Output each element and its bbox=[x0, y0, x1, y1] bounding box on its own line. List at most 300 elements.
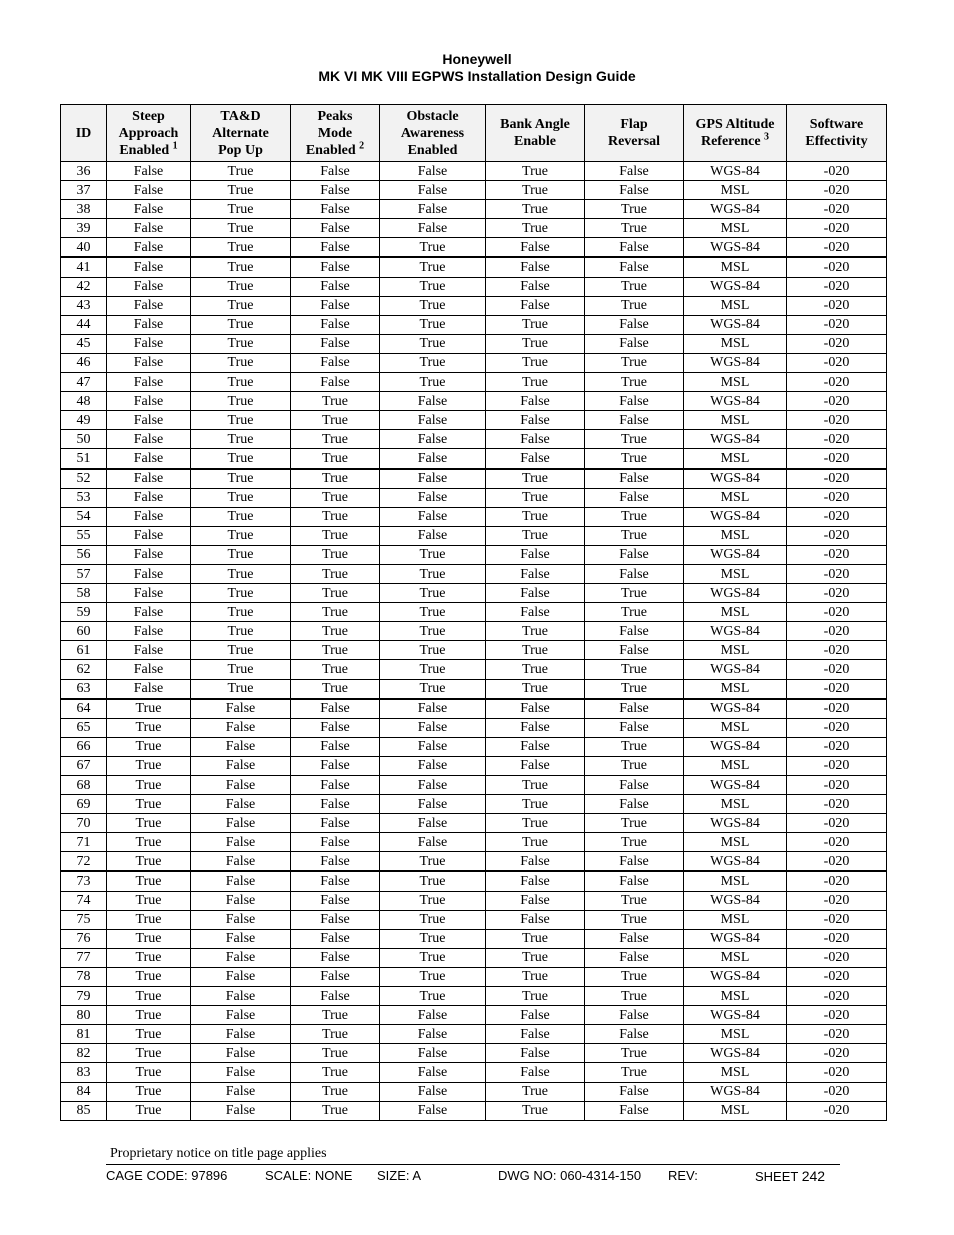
table-cell: True bbox=[585, 660, 684, 679]
table-cell: False bbox=[107, 200, 191, 219]
table-cell: True bbox=[380, 353, 486, 372]
table-cell: True bbox=[291, 622, 380, 641]
table-cell: True bbox=[191, 296, 291, 315]
table-cell: False bbox=[291, 699, 380, 719]
table-row bbox=[61, 373, 887, 392]
table-cell: False bbox=[191, 929, 291, 948]
table-cell: False bbox=[380, 162, 486, 181]
table-cell: False bbox=[107, 449, 191, 469]
table-cell: False bbox=[486, 545, 585, 564]
table-cell: -020 bbox=[787, 507, 887, 526]
table-cell: True bbox=[191, 622, 291, 641]
table-cell: MSL bbox=[684, 257, 787, 277]
table-cell: True bbox=[486, 469, 585, 489]
table-cell: False bbox=[107, 257, 191, 277]
table-cell: False bbox=[585, 1025, 684, 1044]
table-cell: WGS-84 bbox=[684, 353, 787, 372]
table-cell: True bbox=[291, 449, 380, 469]
table-cell: False bbox=[291, 929, 380, 948]
table-cell: 45 bbox=[61, 334, 107, 353]
table-cell: True bbox=[107, 852, 191, 872]
table-cell: -020 bbox=[787, 1082, 887, 1101]
column-header-line: Steep bbox=[132, 108, 165, 124]
table-cell: True bbox=[380, 910, 486, 929]
table-cell: False bbox=[486, 584, 585, 603]
table-cell: -020 bbox=[787, 967, 887, 986]
table-cell: True bbox=[107, 871, 191, 891]
table-cell: MSL bbox=[684, 334, 787, 353]
table-cell: 37 bbox=[61, 181, 107, 200]
table-cell: WGS-84 bbox=[684, 1044, 787, 1063]
table-cell: WGS-84 bbox=[684, 238, 787, 258]
table-cell: False bbox=[585, 181, 684, 200]
table-cell: MSL bbox=[684, 1101, 787, 1120]
table-cell: True bbox=[107, 1063, 191, 1082]
table-row bbox=[61, 162, 887, 181]
table-cell: False bbox=[107, 353, 191, 372]
table-cell: False bbox=[291, 891, 380, 910]
table-cell: False bbox=[191, 756, 291, 775]
table-cell: -020 bbox=[787, 1101, 887, 1120]
table-cell: False bbox=[380, 795, 486, 814]
table-cell: MSL bbox=[684, 679, 787, 699]
table-cell: True bbox=[191, 545, 291, 564]
table-cell: True bbox=[107, 987, 191, 1006]
table-cell: True bbox=[291, 545, 380, 564]
table-cell: False bbox=[486, 1044, 585, 1063]
table-cell: False bbox=[291, 373, 380, 392]
table-cell: False bbox=[291, 334, 380, 353]
table-cell: False bbox=[585, 1006, 684, 1025]
table-cell: False bbox=[486, 449, 585, 469]
table-cell: False bbox=[291, 814, 380, 833]
table-cell: False bbox=[486, 699, 585, 719]
table-cell: False bbox=[585, 1101, 684, 1120]
footnote-marker: 3 bbox=[764, 131, 770, 143]
table-row bbox=[61, 526, 887, 545]
table-cell: False bbox=[191, 737, 291, 756]
table-cell: True bbox=[291, 526, 380, 545]
table-cell: False bbox=[585, 545, 684, 564]
table-cell: True bbox=[191, 411, 291, 430]
table-cell: False bbox=[291, 910, 380, 929]
sheet-label bbox=[755, 1168, 825, 1184]
table-cell: False bbox=[486, 430, 585, 449]
table-cell: False bbox=[380, 737, 486, 756]
table-cell: True bbox=[380, 334, 486, 353]
table-cell: False bbox=[486, 1025, 585, 1044]
table-cell: False bbox=[107, 392, 191, 411]
table-cell: -020 bbox=[787, 795, 887, 814]
table-cell: MSL bbox=[684, 833, 787, 852]
table-cell: False bbox=[380, 1101, 486, 1120]
table-row bbox=[61, 1044, 887, 1063]
table-cell: WGS-84 bbox=[684, 200, 787, 219]
table-cell: False bbox=[486, 1006, 585, 1025]
table-cell: True bbox=[585, 1063, 684, 1082]
table-cell: True bbox=[291, 411, 380, 430]
table-cell: False bbox=[107, 622, 191, 641]
column-header-line: Flap bbox=[620, 117, 648, 132]
table-cell: False bbox=[291, 353, 380, 372]
table-cell: 46 bbox=[61, 353, 107, 372]
table-cell: False bbox=[107, 526, 191, 545]
table-row bbox=[61, 660, 887, 679]
table-cell: MSL bbox=[684, 756, 787, 775]
table-cell: WGS-84 bbox=[684, 737, 787, 756]
table-cell: False bbox=[585, 392, 684, 411]
table-cell: False bbox=[291, 219, 380, 238]
table-cell: False bbox=[380, 1063, 486, 1082]
table-row bbox=[61, 564, 887, 583]
scale-label: SCALE: NONE bbox=[265, 1168, 353, 1183]
table-row bbox=[61, 238, 887, 258]
table-cell: False bbox=[585, 488, 684, 507]
table-row bbox=[61, 334, 887, 353]
table-cell: 50 bbox=[61, 430, 107, 449]
table-cell: -020 bbox=[787, 219, 887, 238]
footer-rule bbox=[106, 1164, 840, 1165]
table-cell: True bbox=[585, 219, 684, 238]
table-cell: False bbox=[291, 948, 380, 967]
table-row bbox=[61, 315, 887, 334]
table-cell: WGS-84 bbox=[684, 929, 787, 948]
table-cell: False bbox=[380, 219, 486, 238]
table-cell: False bbox=[191, 1082, 291, 1101]
table-cell: False bbox=[191, 910, 291, 929]
table-cell: 67 bbox=[61, 756, 107, 775]
table-cell: True bbox=[191, 162, 291, 181]
table-cell: True bbox=[486, 1101, 585, 1120]
table-cell: False bbox=[380, 411, 486, 430]
table-cell: True bbox=[486, 622, 585, 641]
table-cell: True bbox=[191, 469, 291, 489]
table-cell: MSL bbox=[684, 296, 787, 315]
table-cell: 43 bbox=[61, 296, 107, 315]
table-cell: -020 bbox=[787, 641, 887, 660]
table-cell: -020 bbox=[787, 718, 887, 737]
column-header-line: Awareness bbox=[400, 125, 465, 141]
table-cell: True bbox=[291, 564, 380, 583]
table-cell: -020 bbox=[787, 1025, 887, 1044]
table-cell: False bbox=[380, 469, 486, 489]
table-cell: 63 bbox=[61, 679, 107, 699]
table-cell: True bbox=[191, 277, 291, 296]
table-cell: True bbox=[380, 277, 486, 296]
table-row bbox=[61, 219, 887, 238]
table-cell: True bbox=[191, 584, 291, 603]
table-cell: MSL bbox=[684, 373, 787, 392]
table-cell: True bbox=[380, 296, 486, 315]
table-cell: False bbox=[191, 948, 291, 967]
table-row bbox=[61, 814, 887, 833]
table-cell: False bbox=[380, 430, 486, 449]
table-cell: -020 bbox=[787, 910, 887, 929]
table-cell: False bbox=[291, 833, 380, 852]
size-label: SIZE: A bbox=[377, 1168, 422, 1183]
table-cell: True bbox=[107, 833, 191, 852]
table-row bbox=[61, 200, 887, 219]
table-cell: WGS-84 bbox=[684, 967, 787, 986]
sheet-label-text: SHEET bbox=[755, 1169, 799, 1184]
footnote-marker: 1 bbox=[172, 139, 178, 151]
column-header-line: Mode bbox=[317, 125, 353, 141]
table-cell: False bbox=[380, 488, 486, 507]
table-cell: True bbox=[291, 641, 380, 660]
table-cell: False bbox=[585, 334, 684, 353]
table-cell: True bbox=[380, 622, 486, 641]
table-cell: False bbox=[486, 277, 585, 296]
table-cell: True bbox=[380, 257, 486, 277]
table-cell: False bbox=[486, 910, 585, 929]
table-cell: False bbox=[291, 852, 380, 872]
column-header-line: Software bbox=[809, 117, 864, 132]
table-cell: True bbox=[107, 1101, 191, 1120]
table-cell: True bbox=[191, 679, 291, 699]
column-header-line: Reversal bbox=[607, 134, 661, 149]
table-cell: -020 bbox=[787, 545, 887, 564]
column-header bbox=[585, 105, 684, 162]
table-row bbox=[61, 430, 887, 449]
table-cell: False bbox=[585, 795, 684, 814]
table-row bbox=[61, 507, 887, 526]
table-cell: False bbox=[291, 987, 380, 1006]
table-cell: True bbox=[291, 488, 380, 507]
table-cell: False bbox=[191, 1063, 291, 1082]
table-cell: -020 bbox=[787, 814, 887, 833]
table-cell: MSL bbox=[684, 948, 787, 967]
table-cell: True bbox=[107, 967, 191, 986]
table-cell: -020 bbox=[787, 257, 887, 277]
sheet-number: 242 bbox=[801, 1168, 826, 1184]
table-cell: True bbox=[585, 987, 684, 1006]
table-cell: True bbox=[486, 776, 585, 795]
table-cell: False bbox=[585, 641, 684, 660]
table-cell: MSL bbox=[684, 488, 787, 507]
table-cell: MSL bbox=[684, 910, 787, 929]
company-name: Honeywell bbox=[442, 51, 512, 67]
table-cell: True bbox=[380, 660, 486, 679]
table-cell: False bbox=[585, 622, 684, 641]
table-cell: False bbox=[486, 296, 585, 315]
table-cell: True bbox=[191, 219, 291, 238]
table-cell: True bbox=[486, 181, 585, 200]
table-cell: False bbox=[585, 1082, 684, 1101]
column-header-line: Approach bbox=[118, 125, 179, 141]
table-cell: False bbox=[107, 584, 191, 603]
table-cell: True bbox=[291, 1006, 380, 1025]
table-cell: False bbox=[191, 871, 291, 891]
table-cell: -020 bbox=[787, 238, 887, 258]
table-cell: 80 bbox=[61, 1006, 107, 1025]
table-cell: False bbox=[486, 238, 585, 258]
table-cell: WGS-84 bbox=[684, 277, 787, 296]
table-cell: 52 bbox=[61, 469, 107, 489]
table-cell: True bbox=[191, 526, 291, 545]
table-cell: False bbox=[291, 718, 380, 737]
table-cell: True bbox=[486, 219, 585, 238]
table-cell: 75 bbox=[61, 910, 107, 929]
table-cell: True bbox=[107, 814, 191, 833]
table-cell: True bbox=[585, 277, 684, 296]
column-header-line: Enabled bbox=[407, 142, 458, 158]
table-cell: -020 bbox=[787, 737, 887, 756]
table-cell: -020 bbox=[787, 200, 887, 219]
table-cell: True bbox=[585, 296, 684, 315]
table-cell: True bbox=[291, 430, 380, 449]
table-cell: 57 bbox=[61, 564, 107, 583]
table-cell: 79 bbox=[61, 987, 107, 1006]
table-row bbox=[61, 871, 887, 891]
table-cell: False bbox=[191, 1101, 291, 1120]
table-cell: True bbox=[486, 488, 585, 507]
table-row bbox=[61, 545, 887, 564]
proprietary-notice: Proprietary notice on title page applies bbox=[110, 1146, 327, 1161]
table-cell: 76 bbox=[61, 929, 107, 948]
table-cell: True bbox=[107, 756, 191, 775]
column-header bbox=[61, 105, 107, 162]
table-cell: False bbox=[107, 488, 191, 507]
table-cell: 44 bbox=[61, 315, 107, 334]
table-cell: 56 bbox=[61, 545, 107, 564]
table-cell: False bbox=[380, 449, 486, 469]
table-cell: True bbox=[380, 641, 486, 660]
table-cell: 85 bbox=[61, 1101, 107, 1120]
table-cell: 40 bbox=[61, 238, 107, 258]
table-row bbox=[61, 392, 887, 411]
table-cell: False bbox=[107, 181, 191, 200]
table-cell: -020 bbox=[787, 1006, 887, 1025]
table-row bbox=[61, 1101, 887, 1120]
column-header bbox=[380, 105, 486, 162]
table-row bbox=[61, 948, 887, 967]
column-header bbox=[684, 105, 787, 162]
table-cell: True bbox=[291, 679, 380, 699]
table-body bbox=[61, 162, 887, 1121]
table-cell: -020 bbox=[787, 1063, 887, 1082]
table-cell: False bbox=[380, 1082, 486, 1101]
table-cell: False bbox=[380, 776, 486, 795]
table-cell: 38 bbox=[61, 200, 107, 219]
table-row bbox=[61, 353, 887, 372]
table-row bbox=[61, 449, 887, 469]
table-cell: True bbox=[380, 315, 486, 334]
table-cell: False bbox=[291, 737, 380, 756]
table-cell: False bbox=[585, 929, 684, 948]
table-cell: False bbox=[291, 967, 380, 986]
column-header-line: Pop Up bbox=[218, 142, 263, 158]
table-cell: 73 bbox=[61, 871, 107, 891]
table-cell: 66 bbox=[61, 737, 107, 756]
table-cell: False bbox=[107, 238, 191, 258]
table-cell: True bbox=[107, 718, 191, 737]
table-cell: WGS-84 bbox=[684, 1006, 787, 1025]
table-cell: False bbox=[380, 507, 486, 526]
table-cell: False bbox=[191, 1044, 291, 1063]
table-cell: True bbox=[486, 200, 585, 219]
table-cell: -020 bbox=[787, 526, 887, 545]
table-cell: True bbox=[486, 929, 585, 948]
table-cell: True bbox=[380, 545, 486, 564]
table-cell: False bbox=[191, 795, 291, 814]
table-cell: True bbox=[291, 1101, 380, 1120]
table-cell: True bbox=[291, 1063, 380, 1082]
table-cell: True bbox=[486, 1082, 585, 1101]
table-cell: WGS-84 bbox=[684, 1082, 787, 1101]
table-cell: 83 bbox=[61, 1063, 107, 1082]
table-cell: False bbox=[486, 891, 585, 910]
column-header-line: Alternate bbox=[212, 125, 269, 141]
table-cell: -020 bbox=[787, 833, 887, 852]
table-cell: False bbox=[191, 1025, 291, 1044]
table-cell: True bbox=[585, 967, 684, 986]
table-cell: True bbox=[107, 776, 191, 795]
table-cell: True bbox=[585, 891, 684, 910]
table-cell: True bbox=[585, 526, 684, 545]
column-header bbox=[787, 105, 887, 162]
table-cell: False bbox=[380, 814, 486, 833]
table-cell: True bbox=[486, 795, 585, 814]
table-cell: WGS-84 bbox=[684, 545, 787, 564]
table-cell: True bbox=[486, 967, 585, 986]
table-cell: WGS-84 bbox=[684, 622, 787, 641]
table-cell: MSL bbox=[684, 641, 787, 660]
table-cell: WGS-84 bbox=[684, 392, 787, 411]
table-cell: True bbox=[291, 507, 380, 526]
table-row bbox=[61, 795, 887, 814]
table-cell: True bbox=[380, 967, 486, 986]
table-cell: 74 bbox=[61, 891, 107, 910]
table-row bbox=[61, 737, 887, 756]
table-row bbox=[61, 718, 887, 737]
table-cell: -020 bbox=[787, 756, 887, 775]
table-cell: False bbox=[107, 507, 191, 526]
table-cell: False bbox=[486, 257, 585, 277]
table-cell: True bbox=[486, 334, 585, 353]
table-cell: True bbox=[107, 1006, 191, 1025]
table-cell: -020 bbox=[787, 699, 887, 719]
table-cell: -020 bbox=[787, 929, 887, 948]
table-cell: True bbox=[585, 756, 684, 775]
table-row bbox=[61, 833, 887, 852]
table-cell: -020 bbox=[787, 776, 887, 795]
table-cell: True bbox=[585, 1044, 684, 1063]
table-row bbox=[61, 987, 887, 1006]
table-cell: False bbox=[107, 679, 191, 699]
table-cell: -020 bbox=[787, 679, 887, 699]
table-cell: 68 bbox=[61, 776, 107, 795]
table-cell: True bbox=[107, 929, 191, 948]
table-cell: -020 bbox=[787, 891, 887, 910]
table-cell: True bbox=[380, 679, 486, 699]
table-cell: False bbox=[291, 296, 380, 315]
table-row bbox=[61, 296, 887, 315]
table-row bbox=[61, 1025, 887, 1044]
table-cell: False bbox=[585, 699, 684, 719]
table-row bbox=[61, 776, 887, 795]
table-cell: 72 bbox=[61, 852, 107, 872]
table-cell: False bbox=[191, 718, 291, 737]
table-cell: MSL bbox=[684, 603, 787, 622]
table-cell: 42 bbox=[61, 277, 107, 296]
table-cell: 64 bbox=[61, 699, 107, 719]
table-cell: False bbox=[191, 852, 291, 872]
table-cell: 55 bbox=[61, 526, 107, 545]
table-cell: False bbox=[107, 219, 191, 238]
table-cell: True bbox=[486, 660, 585, 679]
table-cell: WGS-84 bbox=[684, 660, 787, 679]
table-row bbox=[61, 1082, 887, 1101]
